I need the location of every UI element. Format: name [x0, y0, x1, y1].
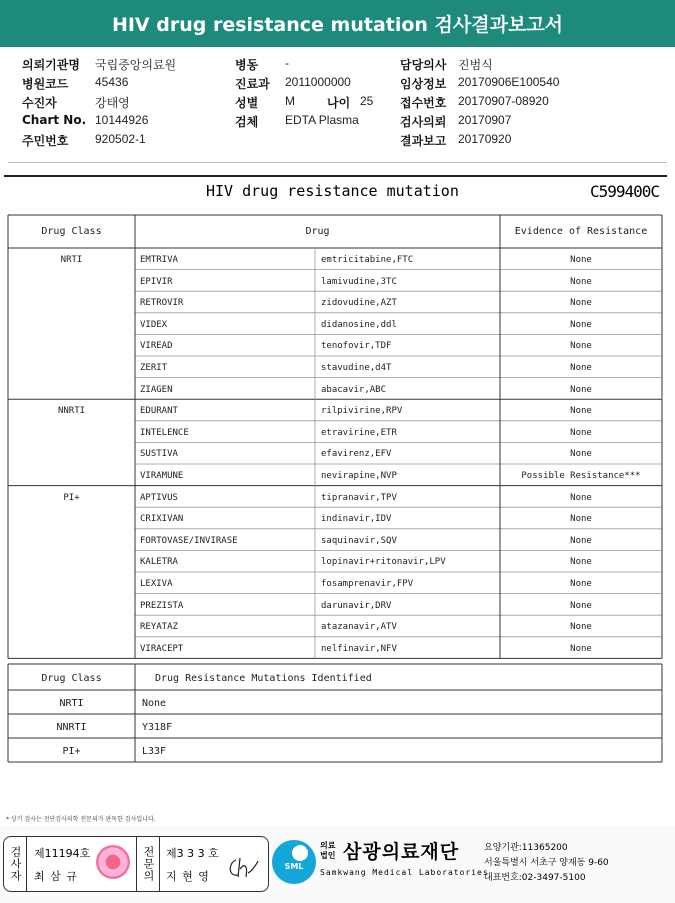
drug-class-cell: PI+ — [63, 492, 80, 503]
drug-brand-cell: KALETRA — [140, 557, 178, 568]
tester-label: 검사자 — [4, 837, 27, 891]
drug-brand-cell: FORTOVASE/INVIRASE — [140, 535, 238, 546]
sml-logo — [272, 840, 316, 884]
evidence-cell: None — [570, 622, 592, 633]
reviewer-license: 제3 3 3 호 — [166, 847, 219, 860]
header-drug: Drug — [305, 226, 330, 237]
drug-brand-cell: ZERIT — [140, 363, 168, 373]
drug-generic-cell: fosamprenavir,FPV — [321, 579, 414, 589]
evidence-cell: Possible Resistance*** — [521, 471, 641, 481]
drug-generic-cell: atazanavir,ATV — [321, 622, 397, 633]
drug-generic-cell: indinavir,IDV — [321, 514, 392, 525]
tester-name: 최 삼 규 — [34, 870, 78, 883]
drug-generic-cell: tenofovir,TDF — [321, 341, 392, 352]
info-value: 진범식 — [458, 58, 493, 72]
mutation-class-cell: NRTI — [59, 698, 84, 709]
mutations-header-class: Drug Class — [41, 673, 102, 684]
evidence-cell: None — [570, 363, 592, 373]
info-label: 병원코드 — [22, 77, 69, 91]
drug-brand-cell: REYATAZ — [140, 622, 178, 633]
info-label: 결과보고 — [400, 134, 447, 148]
info-label: 임상정보 — [400, 77, 447, 91]
reviewer-label: 전문의 — [136, 837, 160, 891]
evidence-cell: None — [570, 449, 592, 460]
info-label: 담당의사 — [400, 58, 447, 72]
tester-license: 제11194호 — [34, 847, 91, 860]
info-label: 수진자 — [22, 96, 57, 110]
info-label: 검체 — [235, 115, 259, 129]
drug-brand-cell: PREZISTA — [140, 600, 184, 611]
info-value: 920502-1 — [95, 132, 146, 146]
info-value: M — [285, 94, 295, 108]
mutation-value-cell: None — [142, 698, 167, 709]
drug-generic-cell: rilpivirine,RPV — [321, 406, 403, 417]
info-value: 2011000000 — [285, 75, 351, 89]
evidence-cell: None — [570, 427, 592, 438]
evidence-cell: None — [570, 319, 592, 330]
org-name: 삼광의료재단 — [343, 841, 460, 863]
footer — [0, 826, 675, 903]
info-label: 의뢰기관명 — [22, 58, 80, 72]
header-drug-class: Drug Class — [41, 226, 102, 237]
info-label: 병동 — [235, 58, 259, 72]
mutation-value-cell: L33F — [142, 746, 167, 757]
drug-brand-cell: VIREAD — [140, 341, 173, 352]
evidence-cell: None — [570, 298, 592, 309]
drug-brand-cell: SUSTIVA — [140, 449, 178, 460]
org-legal-label: 의료법인 — [320, 841, 336, 860]
info-label: 검사의뢰 — [400, 115, 447, 129]
drug-brand-cell: EMTRIVA — [140, 255, 178, 265]
drug-generic-cell: saquinavir,SQV — [321, 535, 397, 546]
info-value: 20170920 — [458, 132, 512, 146]
reviewer-signature — [226, 855, 260, 881]
evidence-cell: None — [570, 492, 592, 503]
reviewer-name: 지 현 영 — [166, 870, 210, 883]
info-label: 나이 — [327, 96, 351, 110]
info-label: 접수번호 — [400, 96, 447, 110]
info-value: 20170907-08920 — [458, 94, 549, 108]
drug-generic-cell: efavirenz,EFV — [321, 449, 392, 460]
org-address: 서울특별시 서초구 양재동 9-60 — [484, 858, 609, 868]
drug-brand-cell: CRIXIVAN — [140, 514, 184, 525]
info-value: 20170907 — [458, 113, 512, 127]
evidence-cell: None — [570, 276, 592, 287]
org-license: 요양기관:11365200 — [484, 843, 568, 853]
drug-generic-cell: abacavir,ABC — [321, 384, 387, 395]
drug-brand-cell: VIRAMUNE — [140, 471, 184, 481]
tester-seal — [96, 845, 130, 879]
mutation-value-cell: Y318F — [142, 722, 173, 733]
drug-brand-cell: LEXIVA — [140, 579, 173, 589]
drug-generic-cell: lopinavir+ritonavir,LPV — [321, 557, 446, 568]
signature-box — [3, 836, 269, 892]
info-value: 강태영 — [95, 96, 130, 110]
drug-generic-cell: nevirapine,NVP — [321, 471, 397, 481]
drug-brand-cell: RETROVIR — [140, 298, 184, 309]
drug-brand-cell: INTELENCE — [140, 427, 189, 438]
drug-generic-cell: darunavir,DRV — [321, 600, 392, 611]
mutation-class-cell: PI+ — [62, 746, 81, 757]
info-value: - — [285, 56, 289, 70]
info-value: 25 — [360, 94, 374, 108]
mutations-header-identified: Drug Resistance Mutations Identified — [155, 673, 372, 684]
evidence-cell: None — [570, 535, 592, 546]
report-title: HIV drug resistance mutation 검사결과보고서 — [111, 14, 564, 36]
drug-generic-cell: emtricitabine,FTC — [321, 255, 414, 265]
org-name-en: Samkwang Medical Laboratories — [320, 868, 489, 877]
info-value: 20170906E100540 — [458, 75, 560, 89]
drug-class-cell: NRTI — [60, 255, 83, 265]
drug-brand-cell: EPIVIR — [140, 276, 173, 287]
mutation-class-cell: NNRTI — [56, 722, 87, 733]
info-label: 성별 — [235, 96, 259, 110]
drug-brand-cell: VIDEX — [140, 319, 168, 330]
info-value: 10144926 — [95, 113, 149, 127]
test-code: C599400C — [590, 182, 660, 201]
evidence-cell: None — [570, 643, 592, 654]
drug-generic-cell: stavudine,d4T — [321, 363, 392, 373]
info-value: 45436 — [95, 75, 129, 89]
drug-brand-cell: APTIVUS — [140, 492, 178, 503]
evidence-cell: None — [570, 579, 592, 589]
drug-generic-cell: nelfinavir,NFV — [321, 643, 397, 654]
evidence-cell: None — [570, 255, 592, 265]
evidence-cell: None — [570, 384, 592, 395]
drug-generic-cell: tipranavir,TPV — [321, 492, 397, 503]
info-label: 주민번호 — [22, 134, 69, 148]
evidence-cell: None — [570, 341, 592, 352]
logo-dot — [292, 845, 308, 861]
drug-generic-cell: didanosine,ddl — [321, 319, 397, 330]
info-label: Chart No. — [22, 113, 87, 127]
drug-brand-cell: EDURANT — [140, 406, 178, 417]
drug-brand-cell: ZIAGEN — [140, 384, 173, 395]
logo-text: SML — [284, 862, 304, 871]
info-value: EDTA Plasma — [285, 113, 359, 127]
section-title: HIV drug resistance mutation — [206, 182, 459, 200]
evidence-cell: None — [570, 600, 592, 611]
info-label: 진료과 — [235, 77, 270, 91]
evidence-cell: None — [570, 514, 592, 525]
drug-generic-cell: etravirine,ETR — [321, 427, 397, 438]
drug-generic-cell: lamivudine,3TC — [321, 276, 397, 287]
evidence-cell: None — [570, 557, 592, 568]
drug-class-cell: NNRTI — [57, 406, 86, 417]
org-phone: 대표번호:02-3497-5100 — [484, 873, 586, 883]
header-evidence: Evidence of Resistance — [514, 226, 648, 237]
evidence-cell: None — [570, 406, 592, 417]
drug-brand-cell: VIRACEPT — [140, 643, 184, 654]
footnote: * 상기 검사는 진단검사의학 전문의가 판독한 검사입니다. — [6, 816, 156, 823]
drug-generic-cell: zidovudine,AZT — [321, 298, 397, 309]
info-value: 국립중앙의료원 — [95, 58, 177, 72]
